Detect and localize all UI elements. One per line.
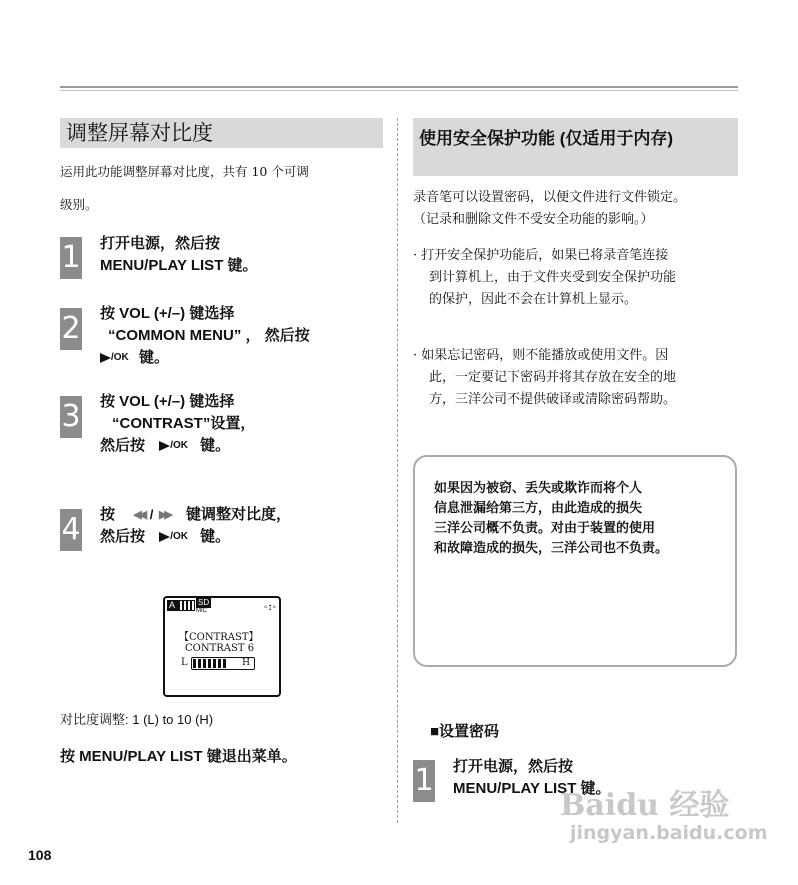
step-4-line2: [100, 526, 291, 548]
bullet-1-line3: 的保护，因此不会在计算机上显示。: [429, 292, 638, 307]
disclaimer-line2: 信息泄漏给第三方，由此造成的损失: [434, 500, 643, 515]
contrast-level-fill: [193, 659, 228, 668]
skip-back-icon: ◀◀: [133, 509, 145, 522]
header-rule-thin: [60, 90, 738, 91]
lcd-mic-label: MIC: [196, 608, 207, 614]
ok-label: /OK: [170, 440, 188, 452]
lcd-screen: [163, 596, 281, 697]
subheading-set-password: ■设置密码: [430, 723, 500, 740]
contrast-level-bar: [191, 657, 255, 670]
bullet-1-line1: · 打开安全保护功能后，如果已将录音笔连接: [413, 248, 669, 263]
left-section-title: 调整屏幕对比度: [60, 118, 383, 148]
step-4-number: 4: [60, 509, 82, 551]
step-1-number: 1: [60, 237, 82, 279]
column-divider: [397, 118, 398, 823]
step-4-line2-suffix: 键。: [200, 528, 231, 546]
step-3-line3: [100, 435, 255, 457]
step-2-line3: [100, 347, 310, 369]
header-rule: [60, 86, 738, 88]
lcd-badge-a: A: [169, 600, 176, 610]
right-intro-line1: 录音笔可以设置密码，以便文件进行文件锁定。: [413, 190, 687, 205]
lcd-menu-label: 【CONTRAST】: [179, 632, 259, 643]
bullet-2-line1: · 如果忘记密码，则不能播放或使用文件。因: [413, 348, 669, 363]
skip-forward-icon: ▶▶: [158, 509, 170, 522]
left-intro-line2: 级别。: [60, 197, 98, 212]
step-2-line2: “COMMON MENU” ， 然后按: [108, 327, 310, 344]
step-1-text: [100, 233, 258, 277]
step-3-text: [100, 391, 255, 457]
left-intro-line1: 运用此功能调整屏幕对比度，共有 10 个可调: [60, 164, 309, 179]
ok-label: /OK: [170, 531, 188, 543]
exit-note: 按 MENU/PLAY LIST 键退出菜单。: [60, 748, 297, 765]
page-number: 108: [28, 847, 52, 863]
right-intro-line2: （记录和删除文件不受安全功能的影响。）: [413, 212, 654, 227]
bullet-2: [413, 345, 676, 411]
range-note: 对比度调整: 1 (L) to 10 (H): [60, 712, 214, 727]
right-section-title: 使用安全保护功能 (仅适用于内存): [413, 118, 738, 176]
right-intro: [413, 187, 686, 231]
step-4-text: [100, 504, 291, 548]
play-icon: [159, 441, 170, 451]
mic-sensitivity-icon: ◦↕◦: [263, 602, 276, 613]
step-2-line1: 按 VOL (+/–) 键选择: [100, 305, 235, 322]
lcd-value-label: CONTRAST 6: [185, 643, 255, 654]
step-1-line2: MENU/PLAY LIST 键。: [100, 257, 258, 274]
play-icon: [100, 353, 111, 363]
bullet-2-line3: 方，三洋公司不提供破译或清除密码帮助。: [429, 392, 677, 407]
lcd-badge-sd: SD: [198, 598, 210, 607]
watermark-logo: Baidu 经验: [560, 788, 730, 823]
bullet-2-line2: 此，一定要记下密码并将其存放在安全的地: [429, 370, 677, 385]
bullet-1-line2: 到计算机上，由于文件夹受到安全保护功能: [429, 270, 677, 285]
lcd-low-label: L: [181, 657, 188, 668]
step-3-number: 3: [60, 396, 82, 438]
step-4-line1-prefix: 按: [100, 506, 116, 523]
step-3-line3-suffix: 键。: [200, 437, 231, 454]
right-step-1-line2: MENU/PLAY LIST 键。: [453, 780, 611, 797]
step-2-number: 2: [60, 308, 82, 350]
step-1-line1: 打开电源，然后按: [100, 235, 221, 252]
step-4-line1: [100, 504, 291, 526]
disclaimer-line4: 和故障造成的损失，三洋公司也不负责。: [434, 540, 669, 555]
right-step-1-line1: 打开电源，然后按: [453, 758, 574, 775]
disclaimer-line1: 如果因为被窃、丢失或欺诈而将个人: [434, 480, 643, 495]
ok-label: /OK: [111, 352, 129, 364]
lcd-high-label: H: [242, 658, 250, 668]
step-4-line2-prefix: 然后按: [100, 528, 146, 546]
bullet-1: [413, 245, 676, 311]
right-step-1-number: 1: [413, 760, 435, 802]
step-3-line1: 按 VOL (+/–) 键选择: [100, 393, 235, 410]
watermark-url: jingyan.baidu.com: [570, 822, 768, 844]
disclaimer-text: [434, 478, 668, 558]
slash: /: [146, 507, 157, 522]
play-icon: [159, 532, 170, 542]
step-3-line3-prefix: 然后按: [100, 437, 146, 454]
battery-icon: [177, 600, 195, 611]
step-2-text: [100, 303, 310, 369]
step-2-line3-suffix: 键。: [138, 349, 169, 366]
step-4-line1-suffix: 键调整对比度，: [186, 506, 292, 523]
disclaimer-line3: 三洋公司概不负责。对由于装置的使用: [434, 520, 656, 535]
step-3-line2: “CONTRAST”设置，: [112, 415, 256, 432]
